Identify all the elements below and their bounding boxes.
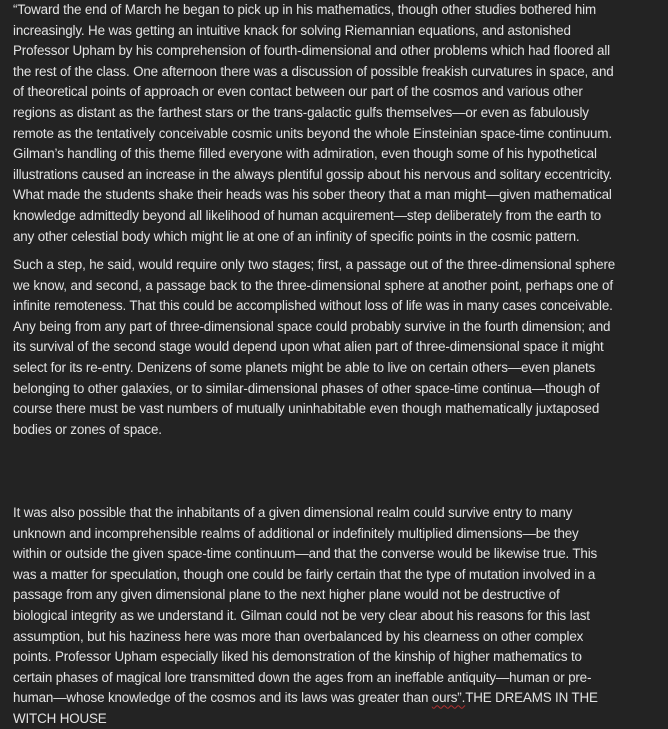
text-line: infinite remoteness. That this could be accomplished without loss of life was in many cases conceivable. [13,298,613,314]
spellcheck-flagged-word[interactable]: ours”. [431,690,466,706]
text-line: assumption, but his haziness here was more than overbalanced by his clearness on other complex [13,628,584,644]
text-line: of theoretical points of approach or even contact between our part of the cosmos and various other [13,84,583,100]
text-line: biological integrity as we understand it. Gilman could not be very clear about his reasons for this last [13,607,590,623]
text-line: certain phases of magical lore transmitted down the ages from an ineffable antiquity—human or pre- [13,669,592,685]
text-line: passage from any given dimensional plane to the next higher plane would not be destructive of [13,587,560,603]
text-line: was a matter for speculation, though one could be fairly certain that the type of mutation involved in a [13,566,596,582]
text-line: any other celestial body which might lie at one of an infinity of specific points in the cosmic pattern. [13,228,580,244]
text-line: increasingly. He was getting an intuitive knack for solving Riemannian equations, and astonished [13,22,571,38]
story-title-text: WITCH HOUSE [13,710,107,726]
text-line: “Toward the end of March he began to pick up in his mathematics, though other studies bothered him [13,2,597,17]
text-line: its survival of the second stage would depend upon what alien part of three-dimensional space it might [13,339,604,355]
text-line: Gilman’s handling of this theme filled everyone with admiration, even though some of his hypothetical [13,146,597,162]
text-line: select for its re-entry. Denizens of some planets might be able to live on certain others—even planets [13,359,596,375]
story-title-text: THE DREAMS IN THE [465,690,598,706]
paragraph-1 [13,0,663,247]
text-line: bodies or zones of space. [13,421,162,437]
text-line: Any being from any part of three-dimensional space could probably survive in the fourth dimension; and [13,318,611,334]
text-segment: human—whose knowledge of the cosmos and its laws was greater than [13,690,432,706]
paragraph-3 [13,503,663,729]
text-line: What made the students shake their heads was his sober theory that a man might—given mathematical [13,187,612,203]
text-line: we know, and second, a passage back to the three-dimensional sphere at another point, perhaps one of [13,277,613,293]
text-line: knowledge admittedly beyond all likelihood of human acquirement—step deliberately from the earth to [13,207,602,223]
text-line: within or outside the given space-time continuum—and that the converse would be likewise true. This [13,546,598,562]
text-line: points. Professor Upham especially liked his demonstration of the kinship of higher mathematics to [13,649,582,665]
text-line [13,688,663,709]
paragraph-2 [13,255,663,440]
text-line: regions as distant as the farthest stars or the trans-galactic gulfs themselves—or even as fabulously [13,104,589,120]
text-line: belonging to other galaxies, or to similar-dimensional phases of other space-time continua—though of [13,380,600,396]
text-line: It was also possible that the inhabitants of a given dimensional realm could survive entry to many [13,505,573,520]
text-line: the rest of the class. One afternoon there was a discussion of possible freakish curvatures in space, and [13,63,614,79]
text-line: remote as the tentatively conceivable cosmic units beyond the whole Einsteinian space-time continuum. [13,125,612,141]
text-line: unknown and incomprehensible realms of additional or indefinitely multiplied dimensions—be they [13,525,579,541]
text-line: Such a step, he said, would require only two stages; first, a passage out of the three-dimensional sphere [13,257,616,272]
text-line: illustrations caused an increase in the always plentiful gossip about his nervous and solitary eccentricity. [13,166,613,182]
text-line: course there must be vast numbers of mutually uninhabitable even though mathematically juxtaposed [13,401,600,417]
text-line: Professor Upham by his comprehension of fourth-dimensional and other problems which had floored all [13,43,610,59]
